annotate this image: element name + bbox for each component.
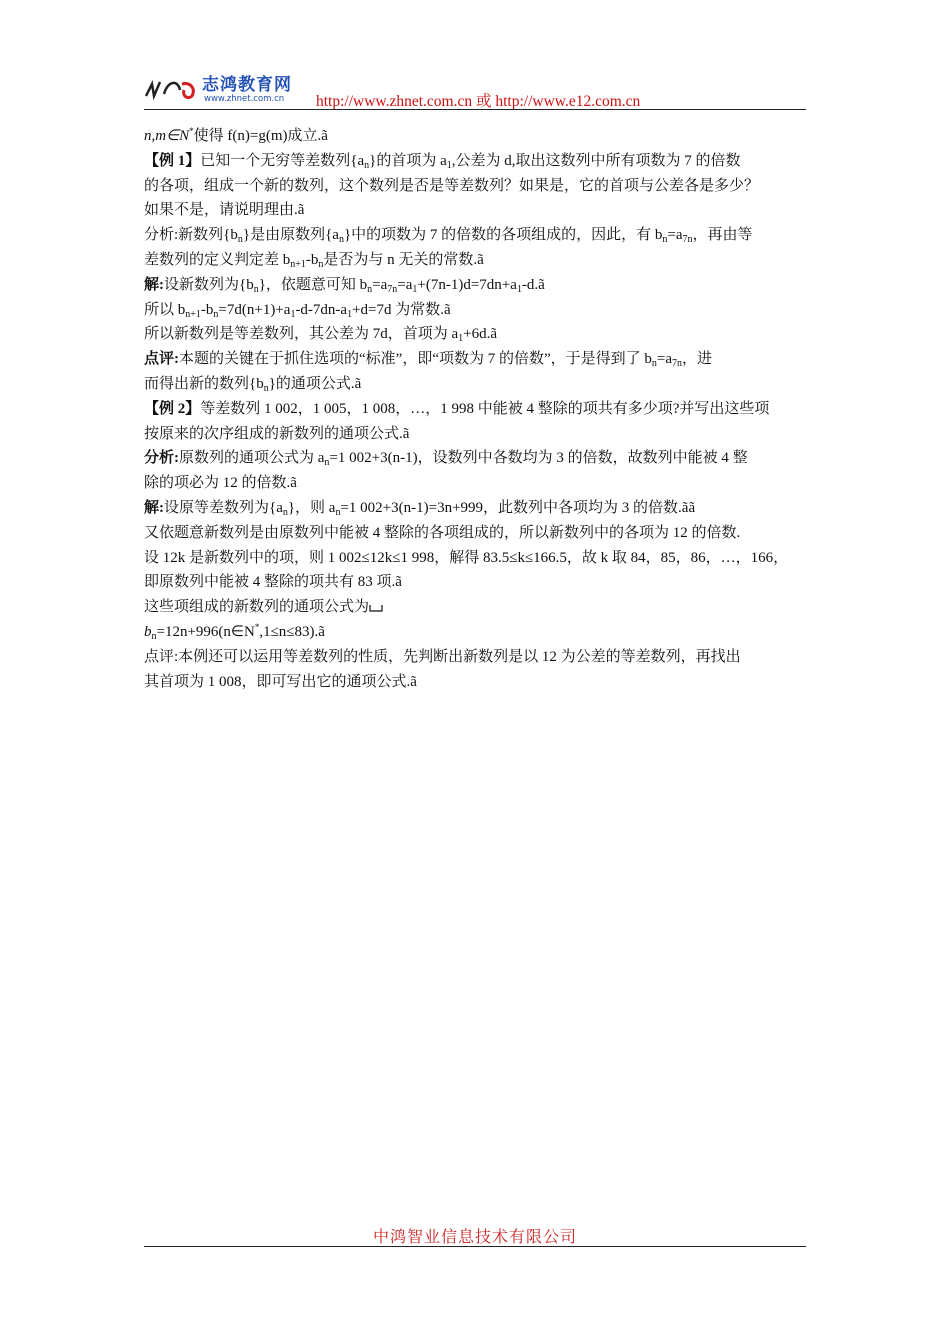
comment-1-line-1: 点评:本题的关键在于抓住选项的“标准”，即“项数为 7 的倍数”，于是得到了 $b_n=a_{7n}$，进 [144, 351, 713, 370]
line-condition: n,m∈N*使得 f(n)=g(m)成立.ã [144, 126, 328, 144]
logo-url: www.zhnet.com.cn [204, 94, 285, 104]
analysis-2-line-1: 分析:原数列的通项公式为 $a_n=1$ 002+3(n-1)，设数列中各数均为 3 的倍数，故数列中能被 4 整 [144, 450, 748, 469]
solution-2-line-1: 解:设原等差数列为$\{a_n\}$，则 $a_n=1$ 002+3(n-1)=3n+999，此数列中各项均为 3 的倍数.ãã [144, 499, 696, 518]
page-header [144, 62, 806, 112]
comment-1-line-2: 而得出新的数列$\{b_n\}$的通项公式.ã [144, 375, 362, 394]
example-2-label: 【例 2】 [144, 400, 201, 417]
solution-2-line-5: 这些项组成的新数列的通项公式为 [144, 595, 808, 620]
analysis-2-line-2: 除的项必为 12 的倍数.ã [144, 475, 297, 492]
example-2-line-2: 按原来的次序组成的新数列的通项公式.ã [144, 425, 410, 442]
solution-1-line-3: 所以新数列是等差数列，其公差为 7d，首项为 $a_1+6d.ã$ [144, 326, 498, 345]
header-divider [144, 109, 806, 110]
formula-line: $b_n=12n+996(n\in N^*,1\le n\le 83).ã$ [144, 621, 325, 642]
site-logo[interactable] [144, 70, 314, 106]
logo-mark-icon [144, 76, 200, 102]
example-1-line-1: 【例 1】已知一个无穷等差数列$\{a_n\}$的首项为 $a_1$,公差为 d,取出这数列中所有项数为 7 的倍数 [144, 152, 741, 171]
example-1-line-3: 如果不是，请说明理由.ã [144, 202, 305, 219]
example-1-label: 【例 1】 [144, 152, 201, 169]
analysis-1-line-2: 差数列的定义判定差 $b_{n+1}-b_n$是否为与 n 无关的常数.ã [144, 251, 484, 270]
document-body [144, 124, 808, 694]
example-1-line-2: 的各项，组成一个新的数列，这个数列是否是等差数列？如果是，它的首项与公差各是多少？ [144, 177, 760, 194]
solution-label: 解: [144, 276, 164, 293]
footer-divider [144, 1246, 806, 1247]
analysis-1-line-1: 分析:新数列$\{b_n\}$是由原数列$\{a_n\}$中的项数为 7 的倍数的各项组成的，因此，有 $b_n=a_{7n}$，再由等 [144, 227, 753, 246]
comment-2-line-2: 其首项为 1 008，即可写出它的通项公式.ã [144, 673, 417, 690]
comment-2-line-1: 点评:本例还可以运用等差数列的性质，先判断出新数列是以 12 为公差的等差数列，再找出 [144, 648, 741, 665]
solution-2-line-3: 设 12k 是新数列中的项，则 1 002≤12k≤1 998，解得 83.5≤k≤166.5，故 k 取 84，85，86，…，166， [144, 549, 789, 566]
footer-company: 中鸿智业信息技术有限公司 [372, 1227, 577, 1246]
logo-name: 志鸿教育网 [202, 75, 292, 95]
analysis-label: 分析: [144, 450, 179, 467]
comment-label: 点评: [144, 351, 179, 368]
solution-1-line-2: 所以 $b_{n+1}-b_n=7d(n+1)+a_1-d-7dn-a_1+d=7d$ 为常数.ã [144, 301, 451, 320]
placeholder-bracket-icon [369, 601, 383, 613]
example-2-line-1: 【例 2】等差数列 1 002，1 005，1 008，…，1 998 中能被 4 整除的项共有多少项?并写出这些项 [144, 400, 770, 417]
solution-2-line-4: 即原数列中能被 4 整除的项共有 83 项.ã [144, 574, 402, 591]
solution-1-line-1: 解:设新数列为$\{b_n\}$，依题意可知 $b_n=a_{7n}=a_1+(7n-1)d=7dn+a_1-d.ã$ [144, 276, 545, 295]
header-links[interactable]: http://www.zhnet.com.cn 或 http://www.e12.com.cn [316, 93, 641, 110]
solution-2-line-2: 又依题意新数列是由原数列中能被 4 整除的各项组成的，所以新数列中的各项为 12 的倍数. [144, 524, 741, 541]
